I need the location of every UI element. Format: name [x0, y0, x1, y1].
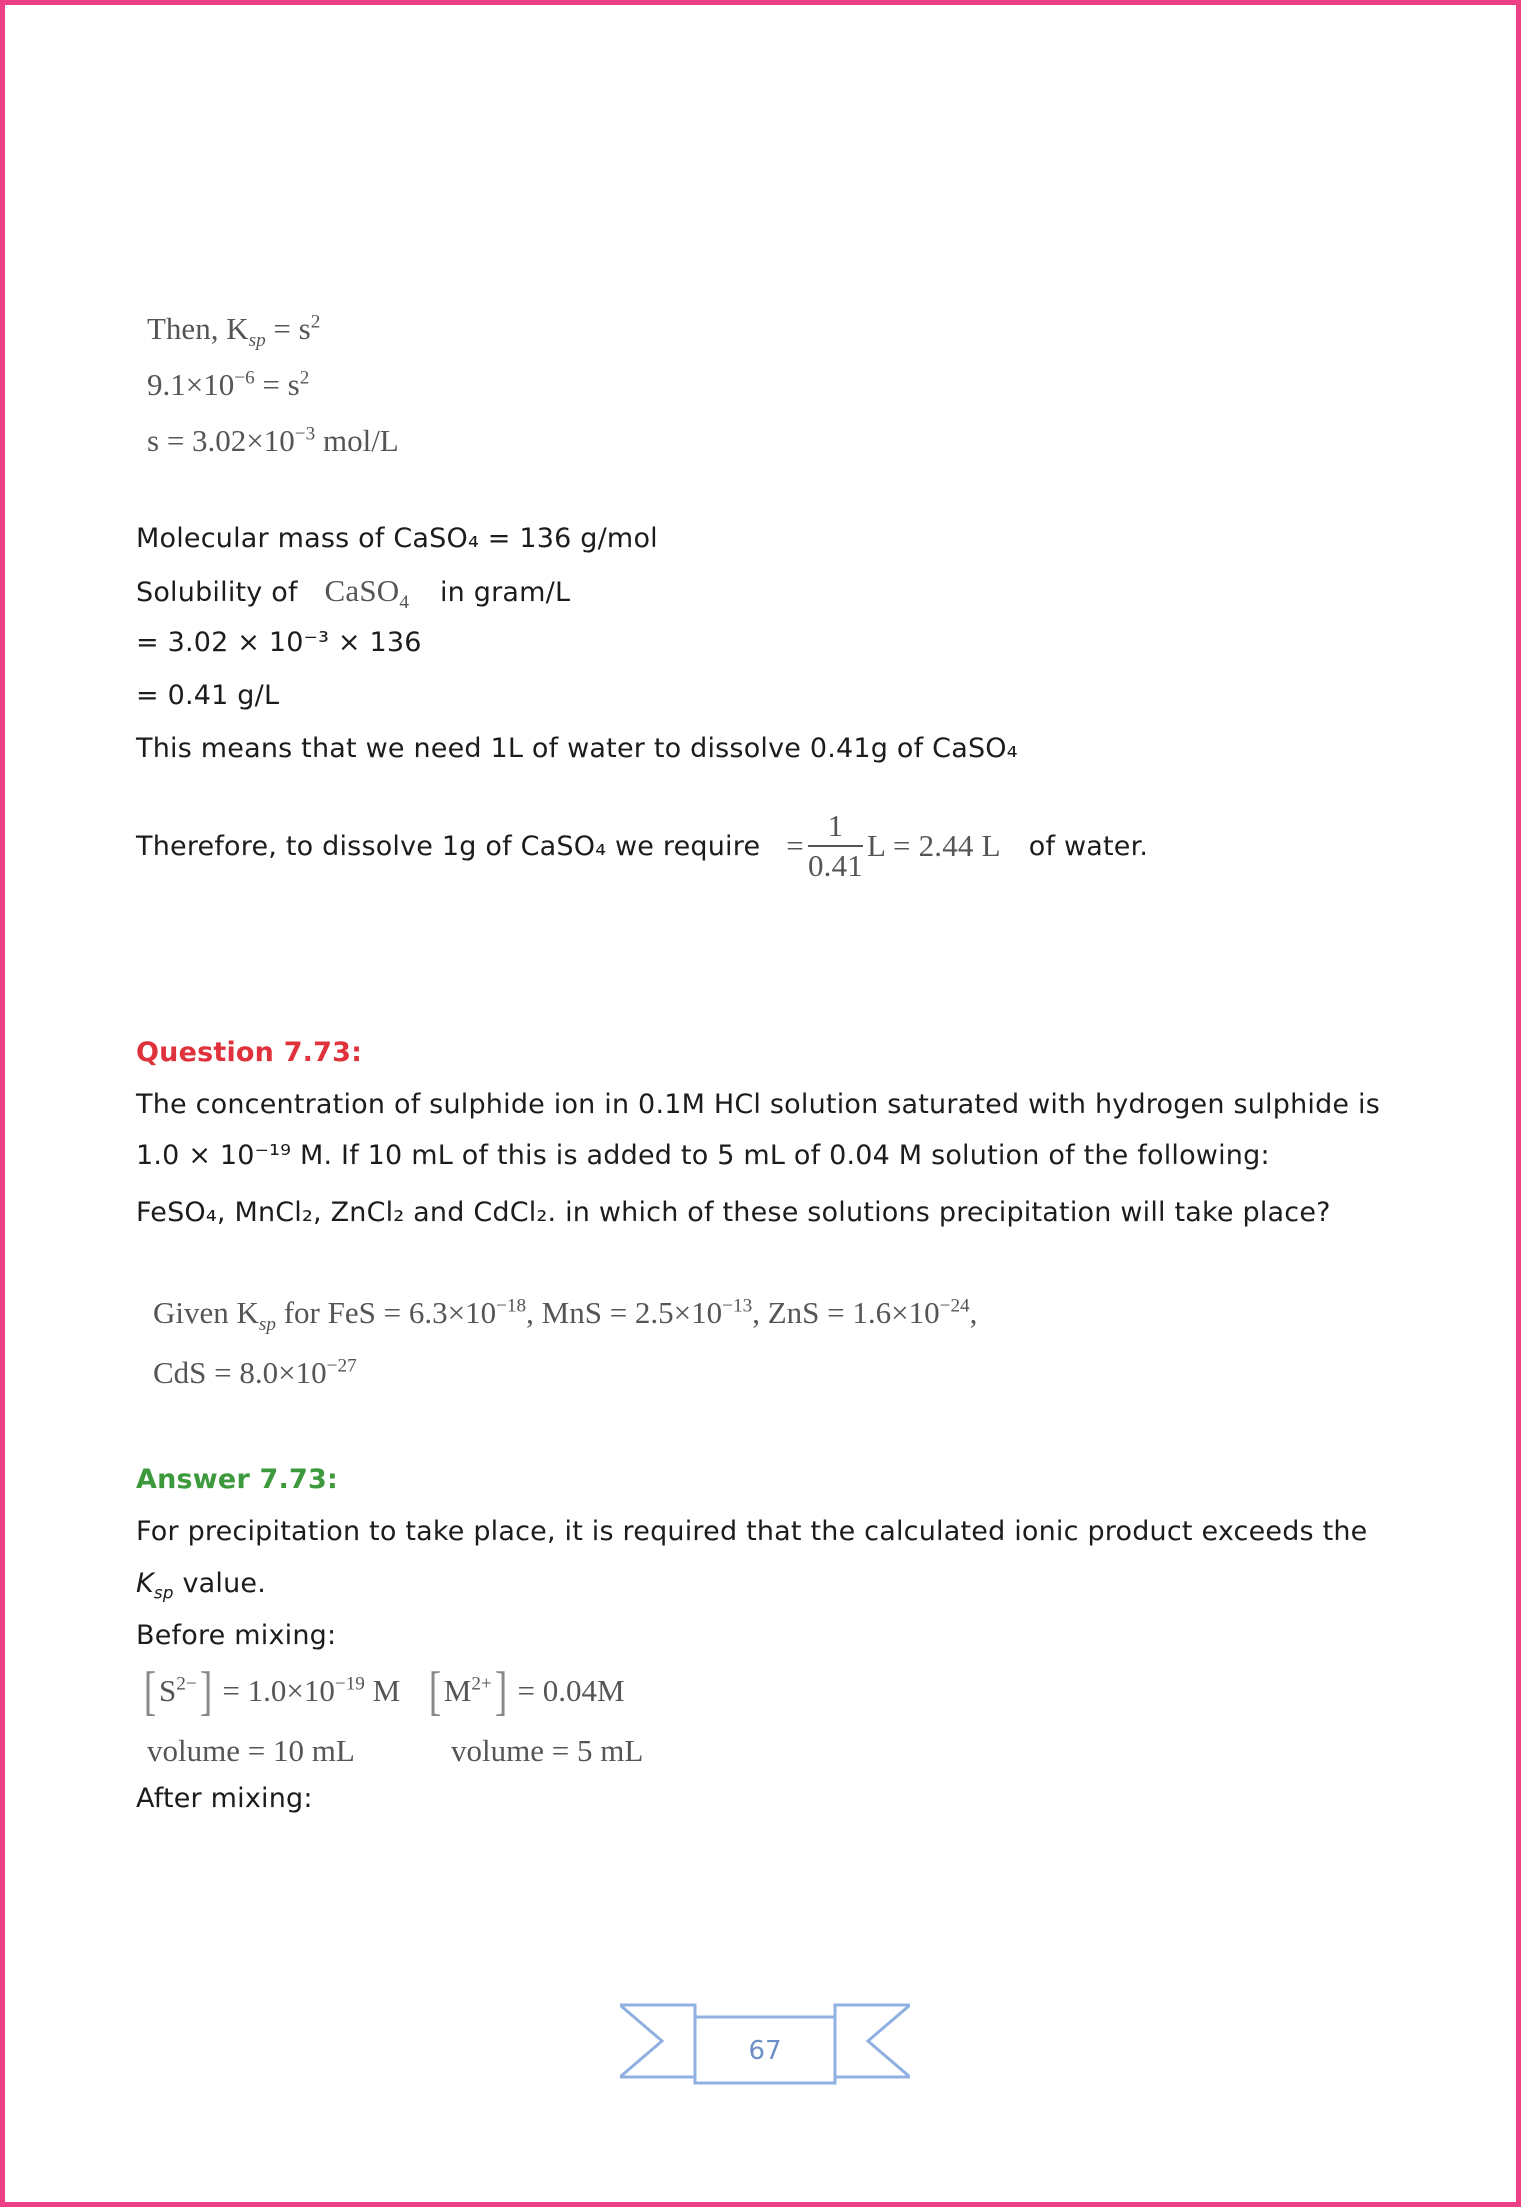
equation-ksp-value: $9.1\times 10^{-6} = s^2$: [147, 367, 310, 402]
answer-ksp-line: $K_{sp}$ value.: [136, 1568, 266, 1603]
question-line-2: 1.0 × 10⁻¹⁹ M. If 10 mL of this is added to 5 mL of 0.04 M solution of the following:: [136, 1140, 1270, 1171]
equation-ksp-s2: Then, $K_{sp} = s^2$: [147, 311, 321, 352]
ribbon-left-tail: [620, 2005, 695, 2077]
question-heading: Question 7.73:: [136, 1037, 363, 1068]
calculation-line: = 3.02 × 10⁻³ × 136: [136, 627, 422, 658]
result-line: = 0.41 g/L: [136, 680, 280, 711]
answer-heading: Answer 7.73:: [136, 1464, 338, 1495]
explanation-line: This means that we need 1L of water to dissolve 0.41g of CaSO₄: [136, 733, 1018, 764]
page-number-ribbon: [620, 1995, 910, 2095]
question-line-3: FeSO₄, MnCl₂, ZnCl₂ and CdCl₂. in which of these solutions precipitation will take place?: [136, 1197, 1331, 1228]
solubility-line: Solubility of CaSO$_4$ in gram/L: [136, 573, 571, 614]
before-mixing-label: Before mixing:: [136, 1620, 337, 1651]
ribbon-right-tail: [835, 2005, 910, 2077]
given-ksp-line: Given $K_{sp}$ for FeS = $6.3\times 10^{-18}$, MnS = $2.5\times 10^{-13}$, ZnS = $1.6\times 10^{-24}$,: [153, 1295, 978, 1336]
page-number: 67: [748, 2036, 782, 2066]
fraction-expression: = $\frac{1}{0.41}$ L = 2.44 L: [786, 808, 1001, 883]
volume-1: volume = 10 mL: [147, 1733, 355, 1768]
given-cds-line: CdS = $8.0\times 10^{-27}$: [153, 1355, 357, 1390]
molecular-mass-line: Molecular mass of CaSO₄ = 136 g/mol: [136, 523, 658, 554]
concentrations-line: $[S^{2-}] = 1.0\times 10^{-19}$ M $[M^{2+}] = 0.04M$: [143, 1661, 625, 1721]
after-mixing-label: After mixing:: [136, 1783, 313, 1814]
equation-solubility-s: $s = 3.02\times 10^{-3}$ mol/L: [147, 423, 399, 458]
volume-2: volume = 5 mL: [451, 1733, 644, 1768]
question-line-1: The concentration of sulphide ion in 0.1M HCl solution saturated with hydrogen sulphide is: [136, 1089, 1380, 1120]
answer-line-1: For precipitation to take place, it is required that the calculated ionic product exceeds the: [136, 1516, 1368, 1547]
therefore-line: Therefore, to dissolve 1g of CaSO₄ we require = $\frac{1}{0.41}$ L = 2.44 L of water.: [136, 808, 1149, 883]
